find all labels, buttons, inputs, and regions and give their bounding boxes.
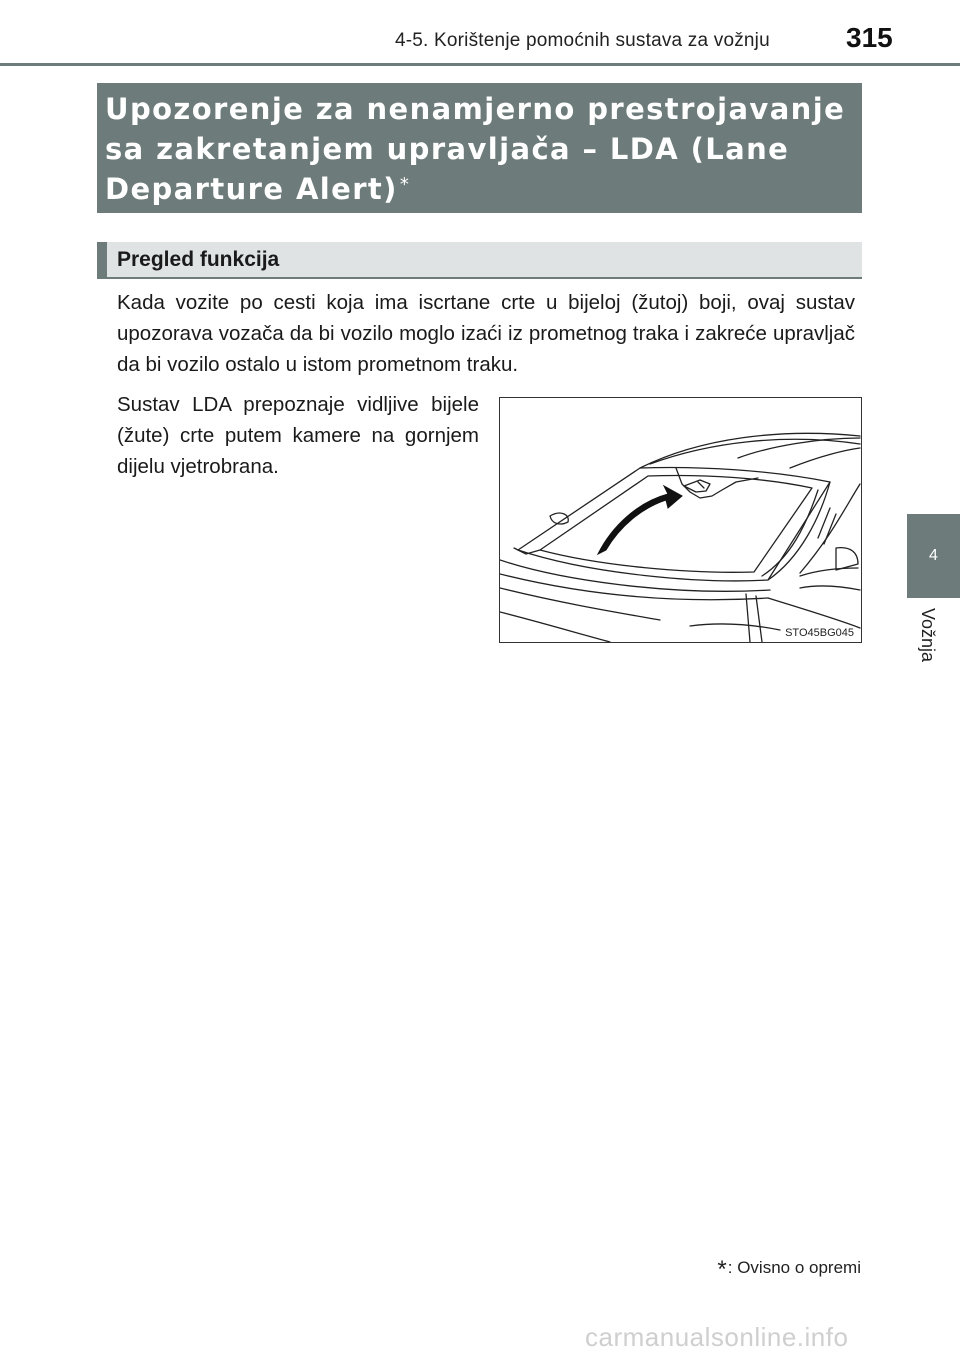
- section-title: [105, 89, 852, 209]
- windshield-drawing: [500, 398, 861, 642]
- body-paragraph-1: Kada vozite po cesti koja ima iscrtane crte u bijeloj (žutoj) boji, ovaj sustav upozorava vozača da bi vozilo moglo izaći iz prometnog traka i zakreće upravljač da bi vozilo ostalo u istom prometnom traku.: [117, 291, 855, 376]
- watermark: carmanualsonline.info: [585, 1322, 849, 1352]
- page-number: 315: [846, 22, 893, 53]
- chapter-tab[interactable]: [907, 514, 960, 598]
- chapter-name: Vožnja: [918, 608, 938, 663]
- windshield-camera-illustration: [499, 397, 862, 643]
- footnote-text: : Ovisno o opremi: [727, 1258, 861, 1277]
- subsection-header: [97, 242, 862, 279]
- header-section-title: 4-5. Korištenje pomoćnih sustava za vožnju: [395, 30, 770, 51]
- footnote-asterisk: *: [717, 1256, 727, 1283]
- figure-code: STO45BG045: [785, 627, 854, 639]
- camera-arrow: [598, 486, 682, 554]
- section-title-line-3-text: Departure Alert): [105, 172, 398, 206]
- subsection-title: Pregled funkcija: [117, 247, 280, 271]
- footnote: [717, 1256, 861, 1284]
- section-title-line-1: Upozorenje za nenamjerno prestrojavanje: [105, 92, 846, 126]
- chapter-number: 4: [929, 547, 938, 564]
- header-divider: [0, 63, 960, 66]
- section-title-line-2: sa zakretanjem upravljača – LDA (Lane: [105, 132, 790, 166]
- title-asterisk: *: [399, 174, 411, 195]
- body-paragraph-2: Sustav LDA prepoznaje vidljive bijele (žute) crte putem kamere na gornjem dijelu vjetrobrana.: [117, 393, 479, 478]
- section-title-box: [97, 83, 862, 213]
- section-title-line-3: [105, 169, 852, 209]
